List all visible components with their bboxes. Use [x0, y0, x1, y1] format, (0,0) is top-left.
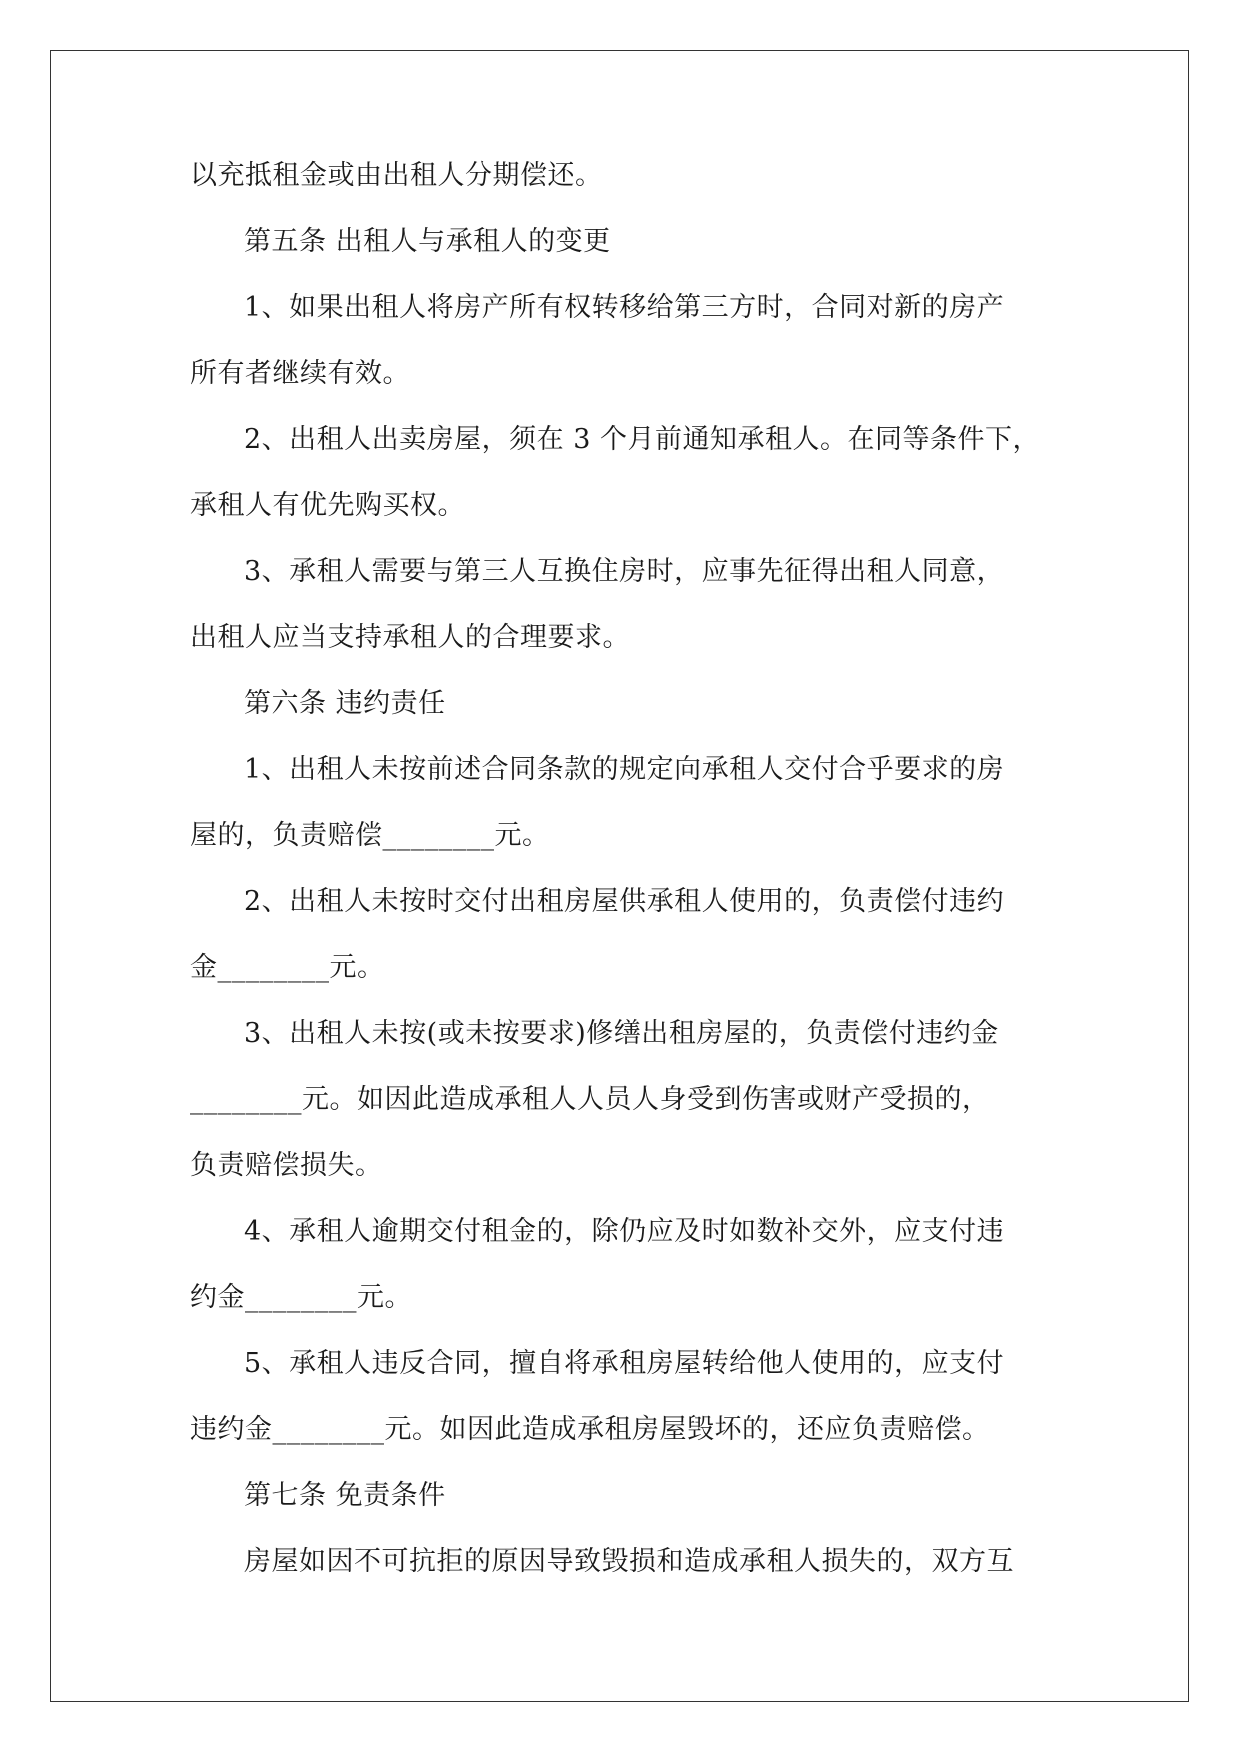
clause-text-line: 1、出租人未按前述合同条款的规定向承租人交付合乎要求的房: [244, 754, 1005, 785]
clause-text-line: 金________元。: [190, 952, 385, 983]
clause-text-line: 3、承租人需要与第三人互换住房时，应事先征得出租人同意，: [244, 556, 1005, 587]
article-heading: 第六条 违约责任: [244, 688, 446, 719]
clause-text-line: 2、出租人未按时交付出租房屋供承租人使用的，负责偿付违约: [244, 886, 1005, 917]
article-heading: 第五条 出租人与承租人的变更: [244, 226, 611, 257]
clause-text-line: 4、承租人逾期交付租金的，除仍应及时如数补交外，应支付违: [244, 1216, 1005, 1247]
clause-text-line: 出租人应当支持承租人的合理要求。: [190, 622, 630, 653]
clause-text-line: 承租人有优先购买权。: [190, 490, 465, 521]
clause-text-line: 屋的，负责赔偿________元。: [190, 820, 550, 851]
clause-text-line: ________元。如因此造成承租人人员人身受到伤害或财产受损的，: [190, 1084, 990, 1115]
clause-text-line: 2、出租人出卖房屋，须在 3 个月前通知承租人。在同等条件下，: [244, 424, 1041, 455]
clause-text-line: 负责赔偿损失。: [190, 1150, 383, 1181]
article-heading: 第七条 免责条件: [244, 1480, 446, 1511]
clause-text-line: 5、承租人违反合同，擅自将承租房屋转给他人使用的，应支付: [244, 1348, 1005, 1379]
clause-text-line: 房屋如因不可抗拒的原因导致毁损和造成承租人损失的，双方互: [244, 1546, 1014, 1577]
clause-text-line: 1、如果出租人将房产所有权转移给第三方时，合同对新的房产: [244, 292, 1005, 323]
clause-text-line: 所有者继续有效。: [190, 358, 410, 389]
clause-text-line: 约金________元。: [190, 1282, 412, 1313]
clause-text-line: 违约金________元。如因此造成承租房屋毁坏的，还应负责赔偿。: [190, 1414, 990, 1445]
body-text-line: 以充抵租金或由出租人分期偿还。: [190, 160, 603, 191]
clause-text-line: 3、出租人未按(或未按要求)修缮出租房屋的，负责偿付违约金: [244, 1018, 999, 1049]
